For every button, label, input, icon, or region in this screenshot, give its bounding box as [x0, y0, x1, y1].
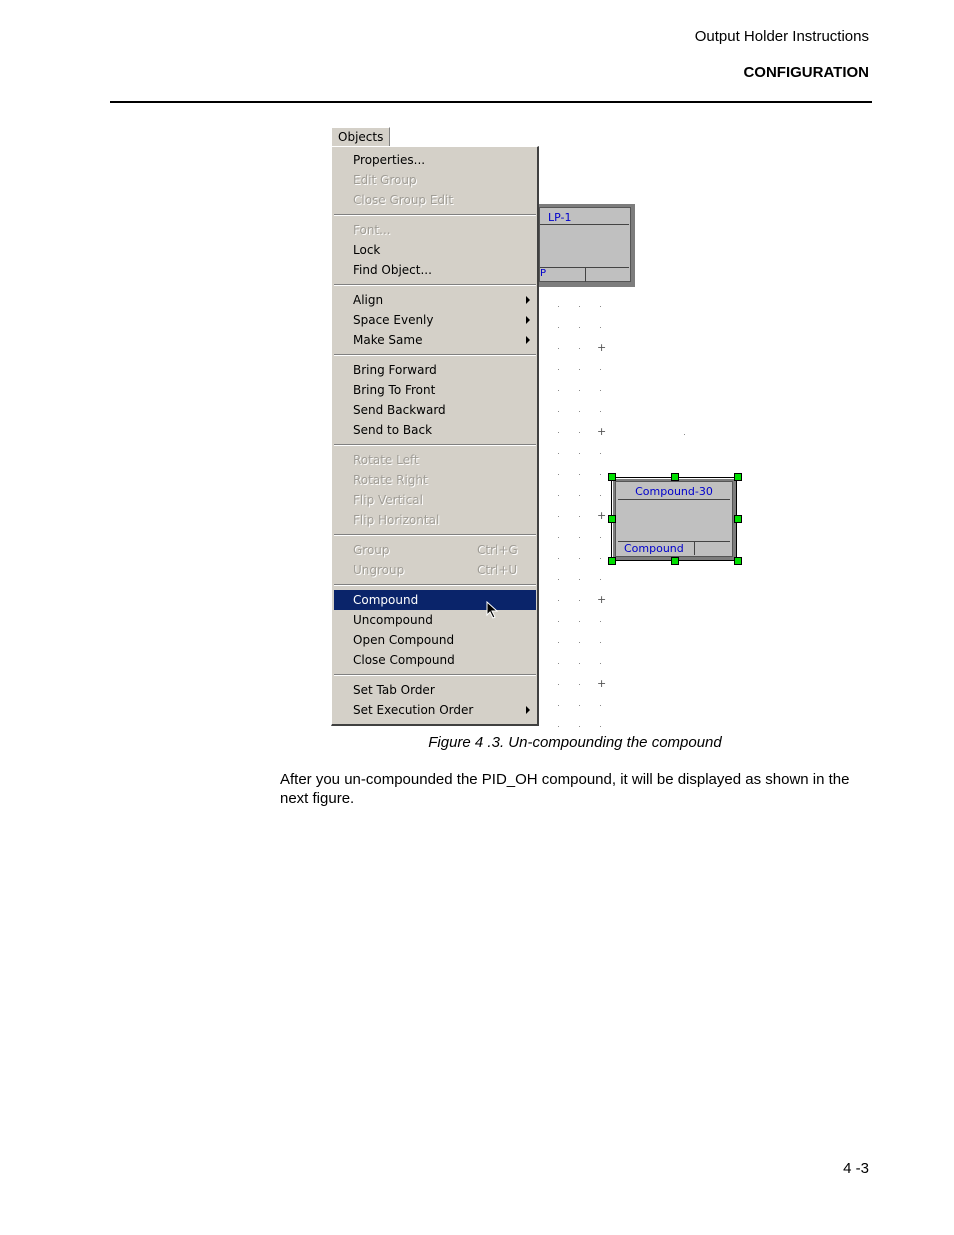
menu-separator [334, 284, 536, 286]
grid-plus-marker: + [597, 593, 607, 606]
grid-dot [558, 306, 559, 307]
grid-dot [579, 474, 580, 475]
grid-dot [600, 390, 601, 391]
grid-dot [600, 453, 601, 454]
menu-item-set-tab-order[interactable] [334, 680, 536, 700]
menu-item-rotate-left[interactable] [334, 450, 536, 470]
grid-plus-marker: + [597, 425, 607, 438]
menu-item-bring-forward[interactable] [334, 360, 536, 380]
grid-dot [600, 369, 601, 370]
compound-30-footer-label: Compound [624, 542, 684, 555]
selection-handle-n[interactable] [671, 473, 679, 481]
menu-item-close-group-edit[interactable] [334, 190, 536, 210]
grid-dot [579, 453, 580, 454]
grid-dot [579, 432, 580, 433]
grid-dot [579, 495, 580, 496]
grid-dot [558, 348, 559, 349]
grid-dot [579, 390, 580, 391]
menu-item-make-same[interactable] [334, 330, 536, 350]
lp-1-body [539, 207, 631, 282]
menu-item-edit-group[interactable] [334, 170, 536, 190]
grid-plus-marker: + [597, 677, 607, 690]
grid-dot [579, 558, 580, 559]
grid-dot [579, 369, 580, 370]
grid-dot [600, 474, 601, 475]
menu-item-open-compound[interactable] [334, 630, 536, 650]
grid-dot [558, 432, 559, 433]
grid-dot [600, 642, 601, 643]
menu-item-label: Flip Vertical [353, 493, 423, 507]
body-paragraph: After you un-compounded the PID_OH compound, it will be displayed as shown in the next figure. [280, 771, 850, 807]
menu-item-send-to-back[interactable] [334, 420, 536, 440]
grid-dot [558, 453, 559, 454]
compound-30-title: Compound-30 [618, 484, 730, 500]
grid-dot [600, 537, 601, 538]
grid-dot [558, 537, 559, 538]
figure-caption: Figure 4 .3. Un-compounding the compound [428, 734, 722, 751]
header-rule [110, 101, 872, 103]
grid-dot [558, 411, 559, 412]
grid-dot [600, 705, 601, 706]
menu-item-label: Compound [353, 593, 419, 607]
lp-1-footer-label: P [540, 268, 547, 279]
menu-item-ungroup[interactable] [334, 560, 536, 580]
grid-dot [579, 684, 580, 685]
menu-item-label: Properties... [353, 153, 426, 167]
menu-item-shortcut: Ctrl+U [477, 563, 518, 577]
grid-dot [600, 327, 601, 328]
grid-dot [600, 495, 601, 496]
mouse-pointer-icon [486, 601, 500, 619]
objects-menu[interactable]: Objects [331, 127, 390, 146]
grid-plus-marker: + [597, 509, 607, 522]
grid-dot [579, 726, 580, 727]
menu-item-flip-vertical[interactable] [334, 490, 536, 510]
grid-dot [558, 390, 559, 391]
submenu-arrow-icon [526, 296, 530, 304]
grid-dot [558, 600, 559, 601]
objects-dropdown-menu [331, 146, 539, 726]
menu-item-label: Rotate Left [353, 453, 419, 467]
figure-screenshot [329, 124, 747, 728]
grid-dot [684, 434, 685, 435]
grid-dot [579, 663, 580, 664]
menu-separator [334, 534, 536, 536]
lp-1-footer [540, 267, 629, 282]
selection-handle-nw[interactable] [608, 473, 616, 481]
menu-item-group[interactable] [334, 540, 536, 560]
grid-dot [558, 474, 559, 475]
menu-item-label: Set Execution Order [353, 703, 474, 717]
lp-1-block[interactable] [539, 204, 635, 287]
menu-item-label: Font... [353, 223, 391, 237]
grid-dot [579, 705, 580, 706]
selection-handle-se[interactable] [734, 557, 742, 565]
page-number: 4 -3 [843, 1160, 869, 1177]
grid-dot [579, 579, 580, 580]
grid-dot [558, 642, 559, 643]
grid-dot [579, 516, 580, 517]
menu-item-compound[interactable] [334, 590, 536, 610]
selection-handle-s[interactable] [671, 557, 679, 565]
grid-dot [600, 411, 601, 412]
menu-item-label: Close Compound [353, 653, 455, 667]
selection-handle-ne[interactable] [734, 473, 742, 481]
grid-dot [558, 369, 559, 370]
menu-item-align[interactable] [334, 290, 536, 310]
header-section: CONFIGURATION [743, 64, 869, 81]
grid-dot [558, 621, 559, 622]
menu-item-send-backward[interactable] [334, 400, 536, 420]
menu-separator [334, 584, 536, 586]
menu-item-label: Align [353, 293, 384, 307]
menu-item-label: Space Evenly [353, 313, 434, 327]
menu-item-label: Edit Group [353, 173, 417, 187]
selection-handle-w[interactable] [608, 515, 616, 523]
menu-item-label: Set Tab Order [353, 683, 435, 697]
header-title: Output Holder Instructions [694, 28, 869, 45]
menu-item-label: Bring Forward [353, 363, 437, 377]
menu-item-set-execution-order[interactable] [334, 700, 536, 720]
menu-item-label: Uncompound [353, 613, 433, 627]
menu-item-label: Send Backward [353, 403, 446, 417]
menu-item-uncompound[interactable] [334, 610, 536, 630]
menu-item-label: Close Group Edit [353, 193, 454, 207]
grid-dot [558, 558, 559, 559]
menu-item-properties[interactable] [334, 150, 536, 170]
grid-dot [558, 684, 559, 685]
menu-separator [334, 214, 536, 216]
submenu-arrow-icon [526, 336, 530, 344]
grid-dot [558, 495, 559, 496]
grid-dot [579, 537, 580, 538]
menu-bar [329, 124, 539, 147]
menu-separator [334, 354, 536, 356]
grid-dot [579, 327, 580, 328]
lp-1-title: LP-1 [540, 210, 629, 225]
menu-item-label: Make Same [353, 333, 423, 347]
grid-dot [558, 579, 559, 580]
menu-item-label: Flip Horizontal [353, 513, 440, 527]
grid-dot [558, 516, 559, 517]
grid-dot [600, 558, 601, 559]
grid-plus-marker: + [597, 341, 607, 354]
grid-dot [600, 621, 601, 622]
grid-dot [600, 579, 601, 580]
menu-item-font[interactable] [334, 220, 536, 240]
grid-dot [579, 600, 580, 601]
selection-frame [611, 477, 737, 561]
menu-item-label: Ungroup [353, 563, 405, 577]
selection-handle-e[interactable] [734, 515, 742, 523]
grid-dot [558, 663, 559, 664]
menu-item-lock[interactable] [334, 240, 536, 260]
menu-item-space-evenly[interactable] [334, 310, 536, 330]
grid-dot [558, 726, 559, 727]
menu-item-label: Group [353, 543, 390, 557]
menu-item-bring-to-front[interactable] [334, 380, 536, 400]
grid-dot [579, 306, 580, 307]
grid-dot [558, 327, 559, 328]
grid-dot [600, 306, 601, 307]
menu-item-label: Lock [353, 243, 381, 257]
menu-item-rotate-right[interactable] [334, 470, 536, 490]
submenu-arrow-icon [526, 706, 530, 714]
menu-separator [334, 674, 536, 676]
menu-separator [334, 444, 536, 446]
menu-item-flip-horizontal[interactable] [334, 510, 536, 530]
menu-item-shortcut: Ctrl+G [477, 543, 518, 557]
menu-item-label: Send to Back [353, 423, 433, 437]
grid-dot [579, 642, 580, 643]
menu-item-label: Rotate Right [353, 473, 428, 487]
submenu-arrow-icon [526, 316, 530, 324]
menu-item-find-object[interactable] [334, 260, 536, 280]
grid-dot [579, 411, 580, 412]
selection-handle-sw[interactable] [608, 557, 616, 565]
menu-item-close-compound[interactable] [334, 650, 536, 670]
menu-item-label: Find Object... [353, 263, 432, 277]
lp-1-footer-divider [585, 268, 586, 282]
grid-dot [579, 621, 580, 622]
grid-dot [579, 348, 580, 349]
grid-dot [558, 705, 559, 706]
grid-dot [600, 663, 601, 664]
menu-item-label: Bring To Front [353, 383, 436, 397]
menu-item-label: Open Compound [353, 633, 455, 647]
grid-dot [600, 726, 601, 727]
